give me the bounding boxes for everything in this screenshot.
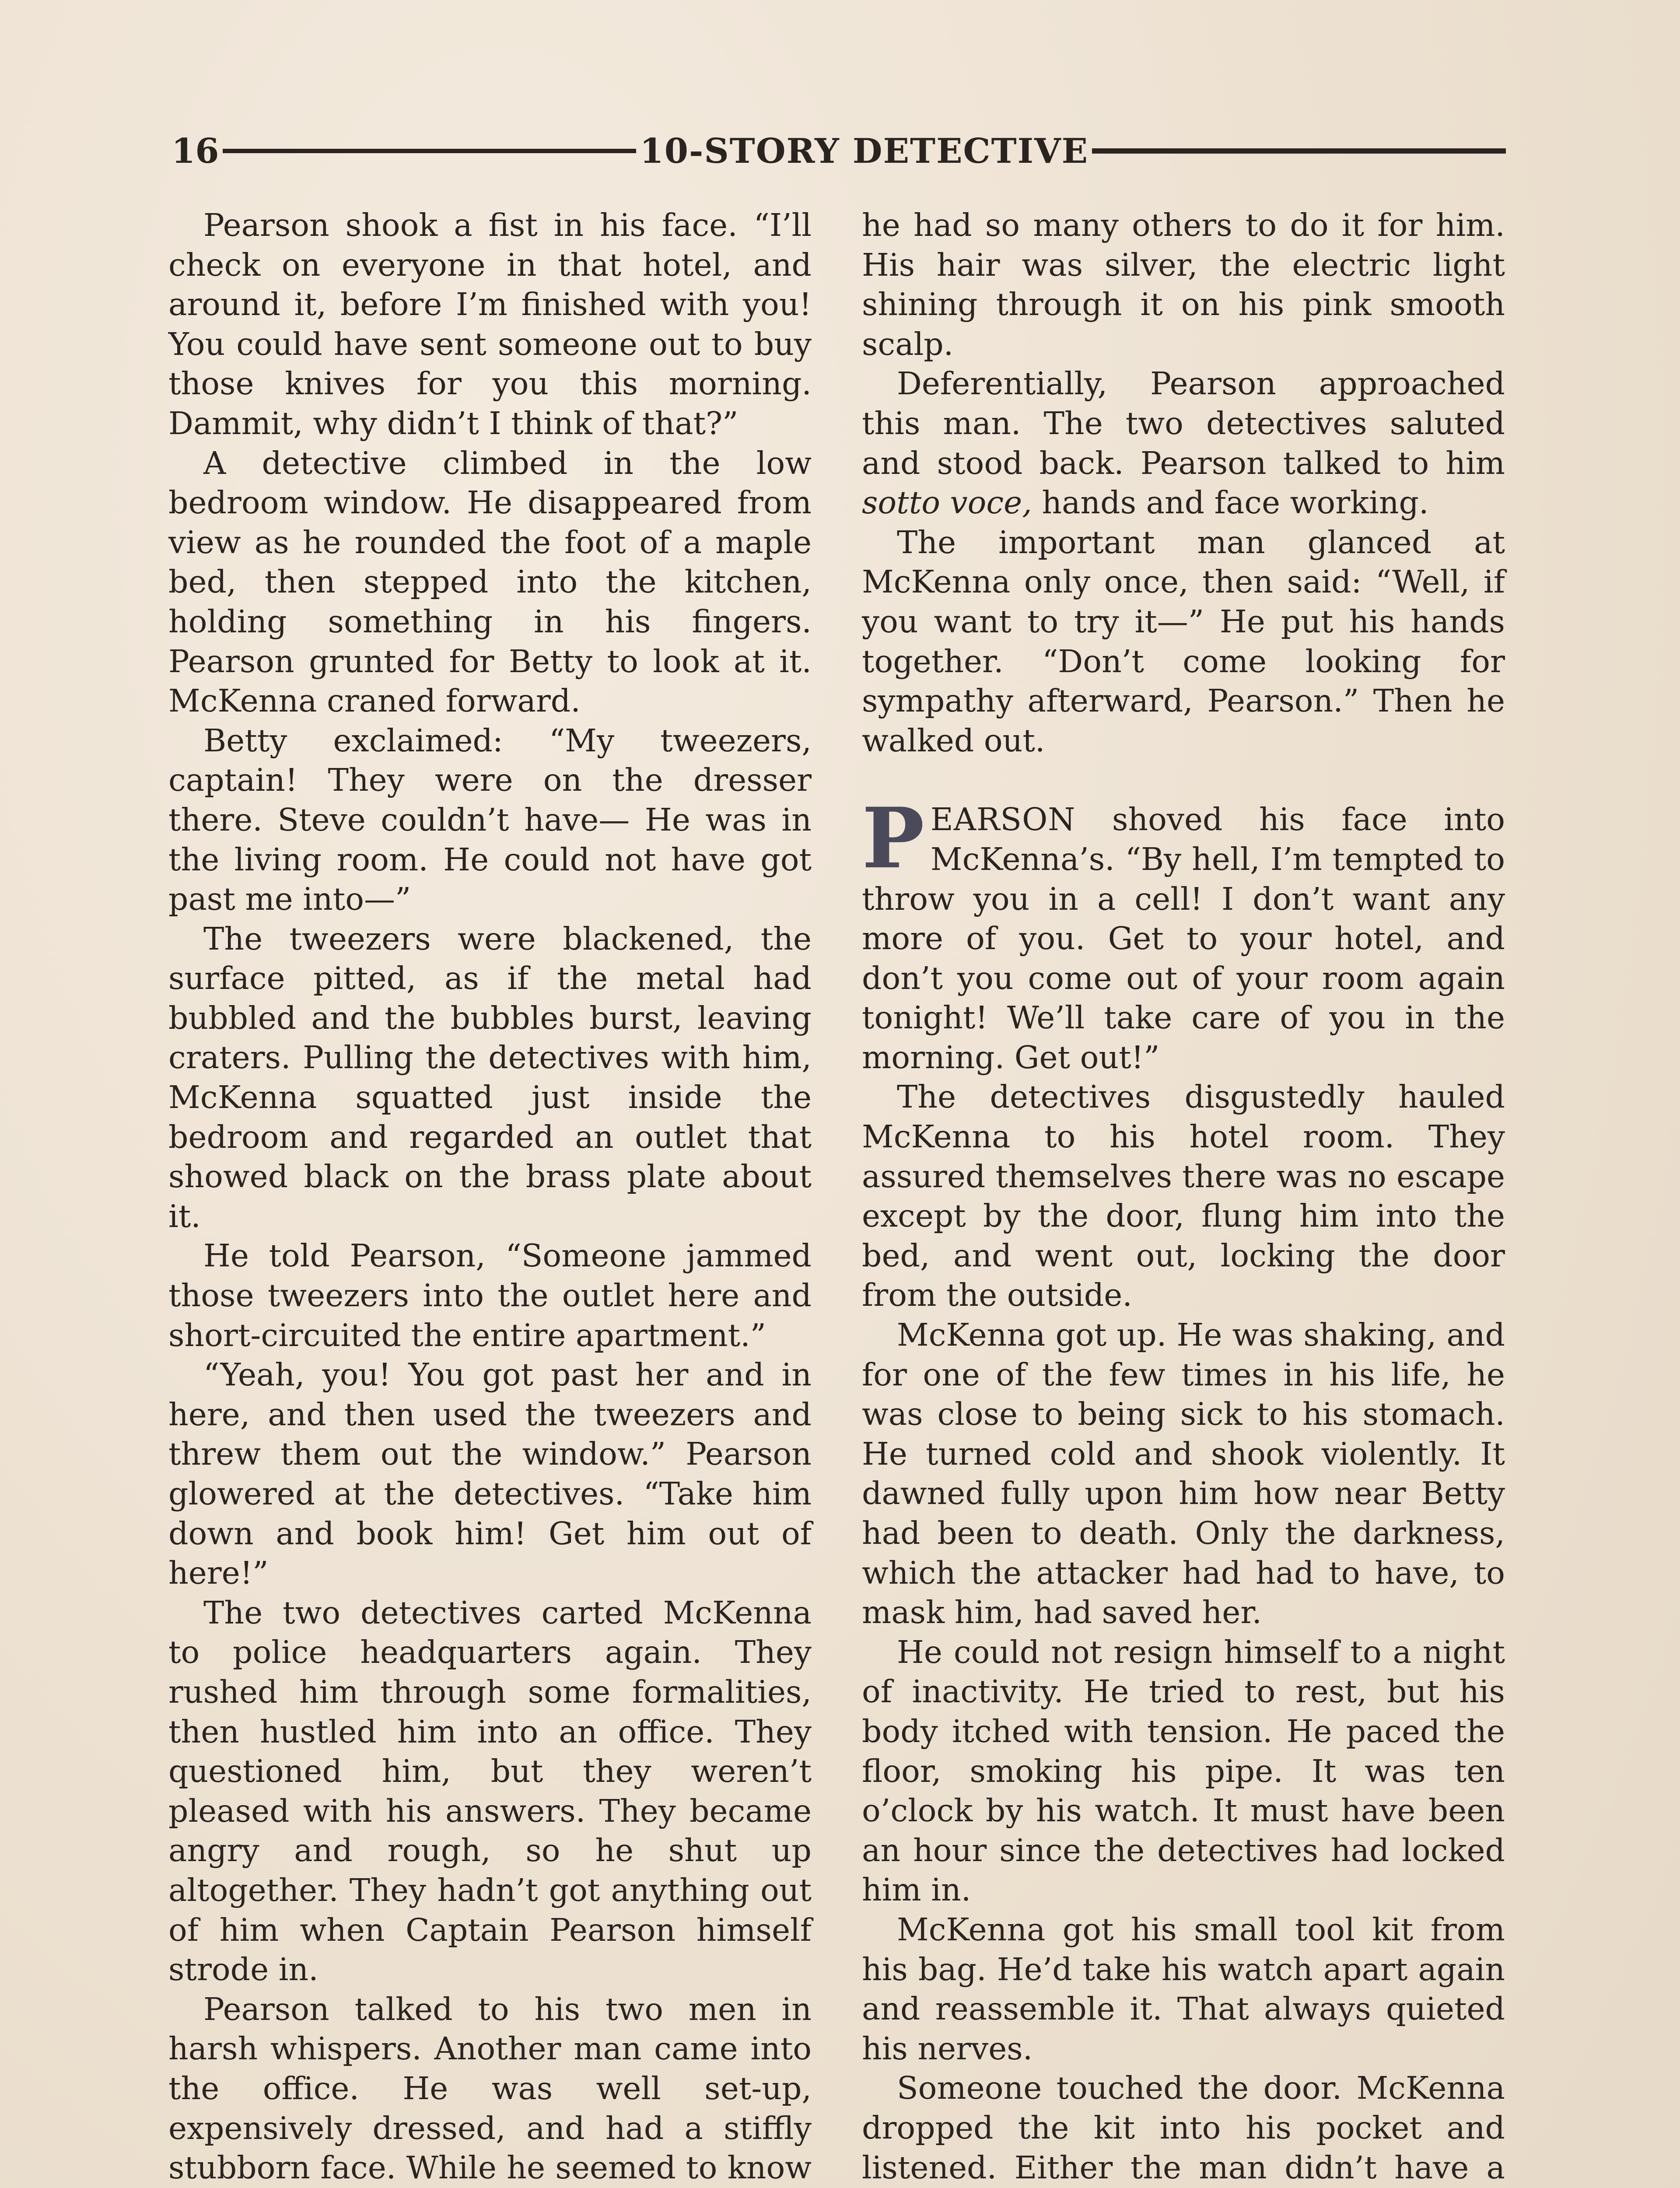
magazine-title: 10-STORY DETECTIVE <box>640 131 1089 171</box>
italic-phrase: sotto voce, <box>862 484 1032 521</box>
paragraph: McKenna got his small tool kit from his bag. He’d take his watch apart again and reassemble it. That always quieted his nerves. <box>862 1911 1505 2067</box>
paragraph-text: hands and face working. <box>1042 484 1429 521</box>
drop-cap: P <box>862 789 924 887</box>
paragraph-text: Deferentially, Pearson approached this man. The two detectives saluted and stood back. Pearson talked to him <box>862 365 1505 481</box>
paragraph: He told Pearson, “Someone jammed those tweezers into the outlet here and short-circuited the entire apartment.” <box>168 1238 812 1353</box>
paragraph: Someone touched the door. McKenna dropped the kit into his pocket and listened. Either the man didn’t have a <box>862 2070 1505 2186</box>
small-caps-word: EARSON <box>930 801 1076 838</box>
paragraph <box>862 364 1505 522</box>
paragraph-text: shoved his face into McKenna’s. “By hell, I’m tempted to throw you in a cell! I don’t want any more of you. Get to your hotel, and don’t you come out of your room again tonight! We’ll take care of you in the morning. Get out!” <box>862 801 1505 1076</box>
paragraph: Pearson talked to his two men in harsh whispers. Another man came into the office. He was well set-up, expensively dressed, and had a stiffly stubborn face. While he seemed to know <box>168 1991 812 2186</box>
left-column <box>168 206 812 2188</box>
paragraph: Pearson shook a fist in his face. “I’ll check on everyone in that hotel, and around it, before I’m finished with you! You could have sent someone out to buy those knives for you this morning. Dammit, why didn’t I think of that?” <box>168 207 812 442</box>
right-column <box>862 206 1505 2188</box>
header-rule-right <box>1092 148 1506 154</box>
paragraph: The two detectives carted McKenna to police headquarters again. They rushed him through some formalities, then hustled him into an office. They questioned him, but they weren’t pleased with his answers. They became angry and rough, so he shut up altogether. They hadn’t got anything out of him when Captain Pearson himself strode in. <box>168 1594 812 1988</box>
paragraph: “Yeah, you! You got past her and in here, and then used the tweezers and threw them out the window.” Pearson glowered at the detectives. “Take him down and book him! Get him out of here!” <box>168 1357 812 1592</box>
paragraph: He could not resign himself to a night of inactivity. He tried to rest, but his body itched with tension. He paced the floor, smoking his pipe. It was ten o’clock by his watch. It must have been an hour since the detectives had locked him in. <box>862 1634 1505 1908</box>
paragraph: The tweezers were blackened, the surface pitted, as if the metal had bubbled and the bubbles burst, leaving craters. Pulling the detectives with him, McKenna squatted just inside the bedroom and regarded an outlet that showed black on the brass plate about it. <box>168 920 812 1234</box>
page-number: 16 <box>172 131 219 171</box>
section-opening-paragraph <box>862 789 1505 1077</box>
header-rule-left <box>223 149 637 153</box>
paragraph: Betty exclaimed: “My tweezers, captain! They were on the dresser there. Steve couldn’t have— He was in the living room. He could not have got past me into—” <box>168 722 812 918</box>
paragraph: The important man glanced at McKenna only once, then said: “Well, if you want to try it—” He put his hands together. “Don’t come looking for sympathy afterward, Pearson.” Then he walked out. <box>862 524 1505 759</box>
paragraph: A detective climbed in the low bedroom window. He disappeared from view as he rounded the foot of a maple bed, then stepped into the kitchen, holding something in his fingers. Pearson grunted for Betty to look at it. McKenna craned forward. <box>168 445 812 719</box>
paragraph: McKenna got up. He was shaking, and for one of the few times in his life, he was close to being sick to his stomach. He turned cold and shook violently. It dawned fully upon him how near Betty had been to death. Only the darkness, which the attacker had had to have, to mask him, had saved her. <box>862 1317 1505 1631</box>
continuation-paragraph: he had so many others to do it for him. His hair was silver, the electric light shining through it on his pink smooth scalp. <box>862 207 1505 362</box>
page-header <box>172 127 1506 175</box>
paragraph: The detectives disgustedly hauled McKenna to his hotel room. They assured themselves there was no escape except by the door, flung him into the bed, and went out, locking the door from the outside. <box>862 1079 1505 1314</box>
